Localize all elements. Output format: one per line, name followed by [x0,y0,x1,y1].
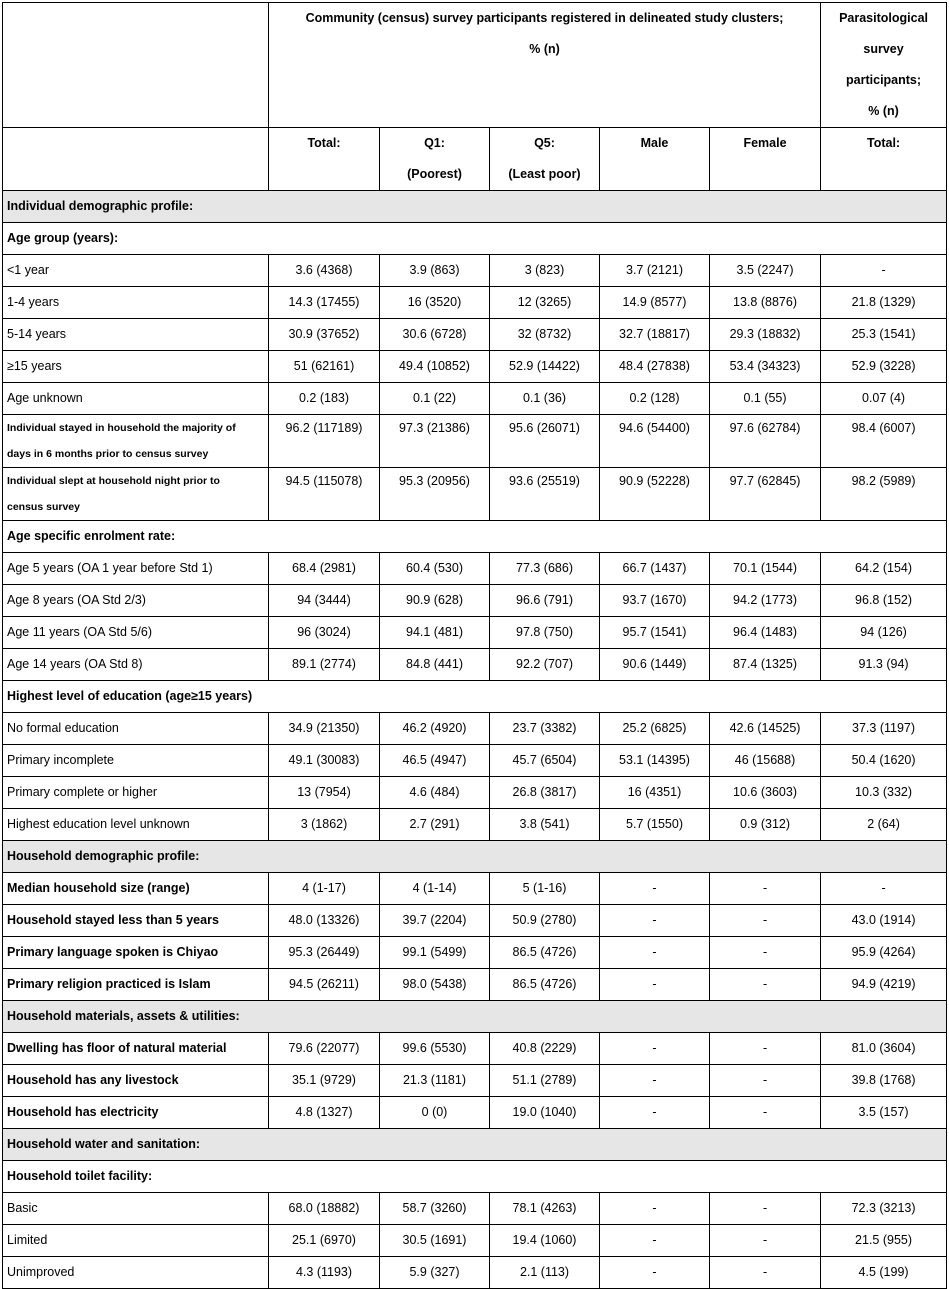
table-cell: 95.6 (26071) [490,415,600,468]
table-row [3,969,947,1001]
table-cell: 3.9 (863) [380,255,490,287]
table-cell: 94 (3444) [269,585,380,617]
parasitological-header-line1: Parasitological [839,11,929,25]
table-cell: - [710,1097,821,1129]
table-cell: - [821,255,947,287]
table-cell: - [821,873,947,905]
table-row [3,1225,947,1257]
table-cell: - [600,1065,710,1097]
row-label: Household has electricity [3,1097,269,1129]
table-row [3,255,947,287]
table-cell: 96.2 (117189) [269,415,380,468]
table-cell: 30.5 (1691) [380,1225,490,1257]
table-row [3,937,947,969]
table-cell: 68.4 (2981) [269,553,380,585]
table-cell: - [710,1193,821,1225]
table-cell: 94 (126) [821,617,947,649]
col-header-sublabel: (Poorest) [407,167,462,181]
table-cell: 60.4 (530) [380,553,490,585]
row-label: Unimproved [3,1257,269,1289]
table-cell: 14.3 (17455) [269,287,380,319]
col-header-parasit-total [821,128,947,191]
subsection-title: Age specific enrolment rate: [3,521,947,553]
table-cell: - [600,1097,710,1129]
table-cell: 99.6 (5530) [380,1033,490,1065]
table-cell: 0.2 (183) [269,383,380,415]
table-cell: - [600,1033,710,1065]
table-row [3,649,947,681]
table-cell: 49.1 (30083) [269,745,380,777]
table-cell: 94.9 (4219) [821,969,947,1001]
table-cell: 93.7 (1670) [600,585,710,617]
table-cell: 53.4 (34323) [710,351,821,383]
table-row [3,1097,947,1129]
col-header-label: Total: [867,136,901,150]
table-cell: 3.7 (2121) [600,255,710,287]
section-title: Household demographic profile: [3,841,947,873]
table-cell: 19.4 (1060) [490,1225,600,1257]
table-row [3,1033,947,1065]
table-cell: 10.6 (3603) [710,777,821,809]
subsection-title: Age group (years): [3,223,947,255]
subsection-title: Household toilet facility: [3,1161,947,1193]
table-cell: 4.3 (1193) [269,1257,380,1289]
table-cell: 89.1 (2774) [269,649,380,681]
col-header-label: Female [743,136,787,150]
row-label: Age unknown [3,383,269,415]
table-cell: - [710,1033,821,1065]
table-cell: 98.0 (5438) [380,969,490,1001]
table-cell: 95.3 (26449) [269,937,380,969]
table-row [3,1193,947,1225]
row-label: <1 year [3,255,269,287]
row-label: Primary incomplete [3,745,269,777]
table-cell: 53.1 (14395) [600,745,710,777]
table-cell: 4.8 (1327) [269,1097,380,1129]
col-header-label: Q1: [424,136,445,150]
table-cell: 95.7 (1541) [600,617,710,649]
table-cell: 94.2 (1773) [710,585,821,617]
table-cell: 32.7 (18817) [600,319,710,351]
parasitological-header-line3: participants; [846,73,922,87]
table-cell: 93.6 (25519) [490,468,600,521]
table-cell: 3 (1862) [269,809,380,841]
table-cell: 95.9 (4264) [821,937,947,969]
table-cell: 32 (8732) [490,319,600,351]
community-header-line2: % (n) [529,42,560,56]
table-cell: - [710,969,821,1001]
subsection-header-row [3,521,947,553]
table-row [3,1065,947,1097]
table-cell: 66.7 (1437) [600,553,710,585]
table-cell: 49.4 (10852) [380,351,490,383]
table-cell: 25.2 (6825) [600,713,710,745]
table-cell: 14.9 (8577) [600,287,710,319]
col-header-label: Q5: [534,136,555,150]
table-cell: 10.3 (332) [821,777,947,809]
col-header-label: Total: [307,136,341,150]
table-cell: 39.7 (2204) [380,905,490,937]
table-cell: 3.6 (4368) [269,255,380,287]
header-empty-cell [3,3,269,128]
row-label: Age 5 years (OA 1 year before Std 1) [3,553,269,585]
community-header-line1: Community (census) survey participants registered in delineated study clusters; [305,11,784,25]
table-row [3,319,947,351]
table-cell: - [600,969,710,1001]
row-label: Primary language spoken is Chiyao [3,937,269,969]
table-cell: 94.1 (481) [380,617,490,649]
table-cell: - [600,873,710,905]
subsection-title: Highest level of education (age≥15 years) [3,681,947,713]
table-cell: 52.9 (14422) [490,351,600,383]
section-header-row [3,841,947,873]
table-cell: 13.8 (8876) [710,287,821,319]
community-header [269,3,821,128]
row-label: Age 8 years (OA Std 2/3) [3,585,269,617]
table-cell: 87.4 (1325) [710,649,821,681]
section-title: Individual demographic profile: [3,191,947,223]
section-title: Household materials, assets & utilities: [3,1001,947,1033]
data-table [2,2,947,1289]
table-cell: - [710,937,821,969]
subsection-header-row [3,223,947,255]
table-cell: 78.1 (4263) [490,1193,600,1225]
table-cell: - [710,905,821,937]
row-label: Primary complete or higher [3,777,269,809]
table-cell: 48.0 (13326) [269,905,380,937]
row-label: Limited [3,1225,269,1257]
table-row [3,468,947,521]
header-row-top [3,3,947,128]
subsection-header-row [3,1161,947,1193]
table-cell: 29.3 (18832) [710,319,821,351]
table-cell: 0.07 (4) [821,383,947,415]
row-label: Age 14 years (OA Std 8) [3,649,269,681]
table-cell: 97.6 (62784) [710,415,821,468]
row-label-line: census survey [7,501,80,513]
table-cell: 5.7 (1550) [600,809,710,841]
table-cell: 12 (3265) [490,287,600,319]
row-label [3,415,269,468]
parasitological-header-line4: % (n) [868,104,899,118]
table-cell: 52.9 (3228) [821,351,947,383]
table-cell: 4 (1-17) [269,873,380,905]
table-cell: 2.7 (291) [380,809,490,841]
col-header-total [269,128,380,191]
table-cell: 97.3 (21386) [380,415,490,468]
table-cell: 0.1 (55) [710,383,821,415]
table-cell: 3.5 (2247) [710,255,821,287]
table-cell: 96.8 (152) [821,585,947,617]
section-header-row [3,1129,947,1161]
table-cell: 25.1 (6970) [269,1225,380,1257]
table-cell: 35.1 (9729) [269,1065,380,1097]
col-header-female [710,128,821,191]
table-cell: - [600,1225,710,1257]
table-cell: 91.3 (94) [821,649,947,681]
col-header-q5 [490,128,600,191]
row-label: Household stayed less than 5 years [3,905,269,937]
table-row [3,905,947,937]
header-empty-cell [3,128,269,191]
table-cell: 16 (4351) [600,777,710,809]
table-row [3,415,947,468]
table-row [3,351,947,383]
table-row [3,809,947,841]
row-label-line: days in 6 months prior to census survey [7,448,209,460]
table-cell: 0.9 (312) [710,809,821,841]
row-label: ≥15 years [3,351,269,383]
row-label-line: Individual slept at household night prior to [7,475,220,487]
table-row [3,383,947,415]
table-cell: 43.0 (1914) [821,905,947,937]
row-label: No formal education [3,713,269,745]
table-cell: 30.6 (6728) [380,319,490,351]
table-cell: 90.6 (1449) [600,649,710,681]
table-cell: 40.8 (2229) [490,1033,600,1065]
row-label-line: Individual stayed in household the majority of [7,422,236,434]
table-row [3,713,947,745]
table-cell: - [710,1257,821,1289]
table-cell: - [710,1065,821,1097]
table-row [3,873,947,905]
col-header-label: Male [640,136,669,150]
table-cell: 5 (1-16) [490,873,600,905]
table-cell: 39.8 (1768) [821,1065,947,1097]
table-cell: - [710,873,821,905]
table-cell: 96 (3024) [269,617,380,649]
table-cell: - [600,1257,710,1289]
table-cell: 2 (64) [821,809,947,841]
table-cell: 90.9 (628) [380,585,490,617]
row-label: Age 11 years (OA Std 5/6) [3,617,269,649]
table-cell: 25.3 (1541) [821,319,947,351]
table-cell: - [600,937,710,969]
table-cell: 3 (823) [490,255,600,287]
table-row [3,553,947,585]
table-cell: 30.9 (37652) [269,319,380,351]
table-cell: 58.7 (3260) [380,1193,490,1225]
row-label: Highest education level unknown [3,809,269,841]
table-row [3,585,947,617]
table-cell: 3.5 (157) [821,1097,947,1129]
table-row [3,1257,947,1289]
table-cell: 2.1 (113) [490,1257,600,1289]
row-label: Basic [3,1193,269,1225]
table-cell: 90.9 (52228) [600,468,710,521]
table-cell: 51 (62161) [269,351,380,383]
table-cell: 96.4 (1483) [710,617,821,649]
table-cell: 86.5 (4726) [490,969,600,1001]
table-cell: 46.5 (4947) [380,745,490,777]
table-row [3,287,947,319]
table-cell: 37.3 (1197) [821,713,947,745]
row-label: 1-4 years [3,287,269,319]
table-cell: 0.2 (128) [600,383,710,415]
section-title: Household water and sanitation: [3,1129,947,1161]
row-label: Primary religion practiced is Islam [3,969,269,1001]
row-label: Dwelling has floor of natural material [3,1033,269,1065]
table-cell: 45.7 (6504) [490,745,600,777]
table-cell: 72.3 (3213) [821,1193,947,1225]
parasitological-header [821,3,947,128]
table-cell: 4 (1-14) [380,873,490,905]
table-cell: 68.0 (18882) [269,1193,380,1225]
header-row-columns [3,128,947,191]
table-cell: 21.5 (955) [821,1225,947,1257]
table-cell: 48.4 (27838) [600,351,710,383]
table-cell: 64.2 (154) [821,553,947,585]
table-cell: 70.1 (1544) [710,553,821,585]
table-cell: 3.8 (541) [490,809,600,841]
section-header-row [3,1001,947,1033]
table-cell: 97.7 (62845) [710,468,821,521]
row-label: Median household size (range) [3,873,269,905]
col-header-q1 [380,128,490,191]
table-cell: 50.4 (1620) [821,745,947,777]
table-cell: 42.6 (14525) [710,713,821,745]
table-cell: 13 (7954) [269,777,380,809]
table-cell: 94.5 (115078) [269,468,380,521]
table-cell: 77.3 (686) [490,553,600,585]
table-cell: 51.1 (2789) [490,1065,600,1097]
table-cell: 81.0 (3604) [821,1033,947,1065]
table-cell: 4.6 (484) [380,777,490,809]
table-row [3,745,947,777]
table-row [3,777,947,809]
table-cell: 16 (3520) [380,287,490,319]
table-cell: 96.6 (791) [490,585,600,617]
table-cell: 94.6 (54400) [600,415,710,468]
table-cell: - [600,905,710,937]
table-cell: 5.9 (327) [380,1257,490,1289]
table-cell: 0.1 (22) [380,383,490,415]
table-cell: 94.5 (26211) [269,969,380,1001]
table-cell: 34.9 (21350) [269,713,380,745]
table-cell: 23.7 (3382) [490,713,600,745]
table-row [3,617,947,649]
table-cell: 99.1 (5499) [380,937,490,969]
table-cell: 84.8 (441) [380,649,490,681]
table-cell: 4.5 (199) [821,1257,947,1289]
table-cell: 0 (0) [380,1097,490,1129]
table-cell: 97.8 (750) [490,617,600,649]
row-label: Household has any livestock [3,1065,269,1097]
table-cell: 46 (15688) [710,745,821,777]
table-cell: 26.8 (3817) [490,777,600,809]
table-cell: 86.5 (4726) [490,937,600,969]
table-cell: 21.3 (1181) [380,1065,490,1097]
col-header-sublabel: (Least poor) [508,167,581,181]
table-cell: 46.2 (4920) [380,713,490,745]
table-cell: 50.9 (2780) [490,905,600,937]
table-cell: 95.3 (20956) [380,468,490,521]
table-cell: 19.0 (1040) [490,1097,600,1129]
table-cell: 98.2 (5989) [821,468,947,521]
parasitological-header-line2: survey [863,42,904,56]
row-label [3,468,269,521]
table-cell: 0.1 (36) [490,383,600,415]
table-cell: - [600,1193,710,1225]
section-header-row [3,191,947,223]
col-header-male [600,128,710,191]
subsection-header-row [3,681,947,713]
table-cell: - [710,1225,821,1257]
row-label: 5-14 years [3,319,269,351]
table-cell: 79.6 (22077) [269,1033,380,1065]
table-cell: 98.4 (6007) [821,415,947,468]
table-cell: 92.2 (707) [490,649,600,681]
table-cell: 21.8 (1329) [821,287,947,319]
